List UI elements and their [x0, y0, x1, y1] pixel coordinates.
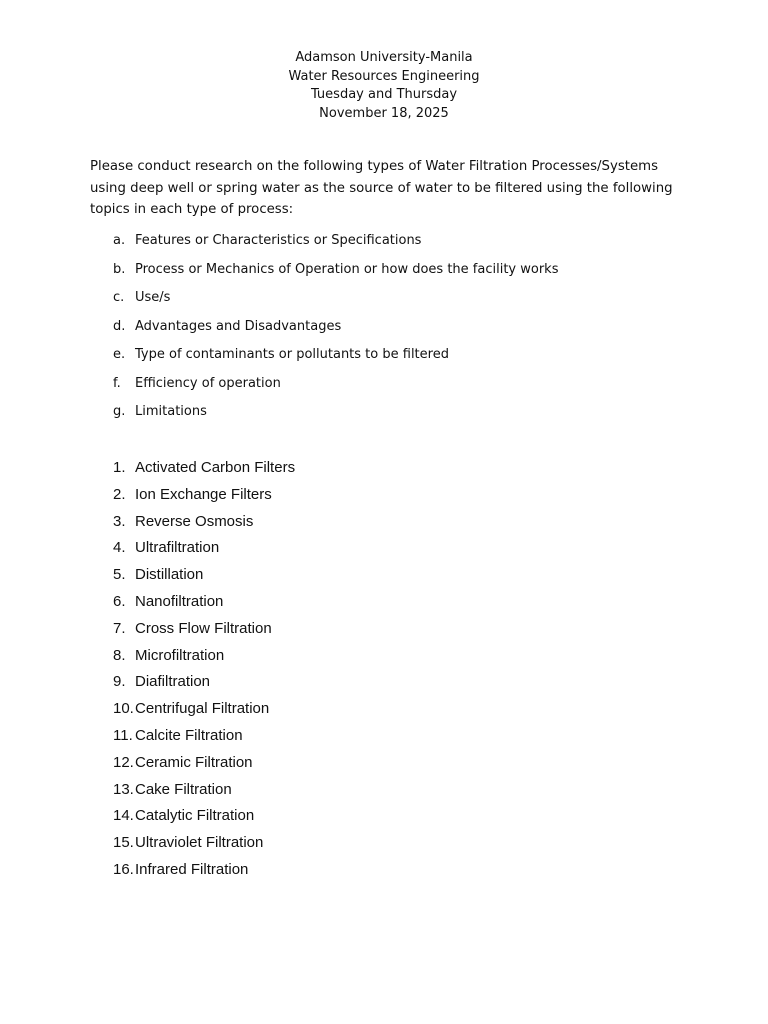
- process-number: 12.: [113, 753, 134, 771]
- process-number: 2.: [113, 485, 126, 503]
- topic-text: Limitations: [135, 404, 207, 419]
- topic-marker: f.: [113, 375, 121, 391]
- process-number: 6.: [113, 592, 126, 610]
- process-number: 15.: [113, 834, 134, 852]
- process-item: [113, 538, 295, 565]
- process-number: 4.: [113, 539, 126, 557]
- process-number: 9.: [113, 673, 126, 691]
- document-header: [0, 49, 768, 124]
- process-item: [113, 672, 295, 699]
- process-number: 3.: [113, 512, 126, 530]
- topics-list: [113, 232, 558, 432]
- process-name: Cross Flow Filtration: [135, 619, 272, 637]
- process-item: [113, 699, 295, 726]
- topic-marker: b.: [113, 261, 126, 277]
- topic-text: Features or Characteristics or Specifications: [135, 233, 422, 248]
- process-name: Centrifugal Filtration: [135, 700, 270, 718]
- process-name: Ultrafiltration: [135, 539, 220, 557]
- process-item: [113, 806, 295, 833]
- process-number: 7.: [113, 619, 126, 637]
- topic-text: Advantages and Disadvantages: [135, 318, 342, 334]
- topic-text: Efficiency of operation: [135, 375, 281, 391]
- process-number: 10.: [113, 700, 134, 718]
- topic-item: [113, 261, 558, 290]
- process-item: [113, 833, 295, 860]
- process-name: Calcite Filtration: [135, 726, 243, 744]
- process-name: Ceramic Filtration: [135, 753, 253, 771]
- university-name: Adamson University-Manila: [295, 50, 473, 65]
- process-item: [113, 485, 295, 512]
- topic-item: [113, 289, 558, 318]
- process-name: Diafiltration: [135, 673, 211, 691]
- process-item: [113, 646, 295, 673]
- topic-marker: a.: [113, 233, 126, 248]
- topic-item: [113, 318, 558, 347]
- filtration-process-list: [113, 458, 295, 887]
- process-number: 5.: [113, 566, 126, 584]
- topic-text: Type of contaminants or pollutants to be filtered: [135, 347, 449, 362]
- process-name: Ion Exchange Filters: [135, 485, 272, 503]
- process-item: [113, 512, 295, 539]
- process-number: 1.: [113, 459, 126, 476]
- process-item: [113, 619, 295, 646]
- process-name: Catalytic Filtration: [135, 807, 255, 825]
- process-item: [113, 726, 295, 753]
- topic-marker: d.: [113, 318, 126, 334]
- topic-item: [113, 403, 558, 432]
- process-number: 11.: [113, 726, 133, 744]
- process-item: [113, 565, 295, 592]
- process-name: Distillation: [135, 566, 204, 584]
- topic-item: [113, 232, 558, 261]
- process-item: [113, 592, 295, 619]
- topic-marker: e.: [113, 347, 126, 362]
- process-number: 13.: [113, 780, 134, 798]
- process-name: Ultraviolet Filtration: [135, 834, 264, 852]
- topic-text: Process or Mechanics of Operation or how does the facility works: [135, 261, 559, 277]
- process-number: 8.: [113, 646, 126, 664]
- document-date: November 18, 2025: [319, 106, 449, 122]
- process-item: [113, 780, 295, 807]
- process-name: Cake Filtration: [135, 780, 232, 798]
- process-item: [113, 860, 295, 887]
- process-number: 14.: [113, 807, 134, 825]
- process-number: 16.: [113, 860, 134, 878]
- topic-text: Use/s: [135, 290, 171, 305]
- topic-marker: c.: [113, 290, 125, 305]
- process-name: Nanofiltration: [135, 592, 224, 610]
- process-item: [113, 753, 295, 780]
- topic-item: [113, 375, 558, 404]
- topic-item: [113, 346, 558, 375]
- topic-marker: g.: [113, 404, 126, 419]
- process-name: Reverse Osmosis: [135, 512, 254, 530]
- course-title: Water Resources Engineering: [288, 68, 480, 84]
- class-schedule: Tuesday and Thursday: [310, 87, 458, 103]
- process-item: [113, 458, 295, 485]
- process-name: Infrared Filtration: [135, 860, 249, 878]
- instructions-paragraph: Please conduct research on the following types of Water Filtration Processes/Systems using deep well or spring water as the source of water to be filtered using the following topics in each type of process:: [90, 159, 673, 217]
- process-name: Activated Carbon Filters: [135, 459, 296, 476]
- process-name: Microfiltration: [135, 646, 225, 664]
